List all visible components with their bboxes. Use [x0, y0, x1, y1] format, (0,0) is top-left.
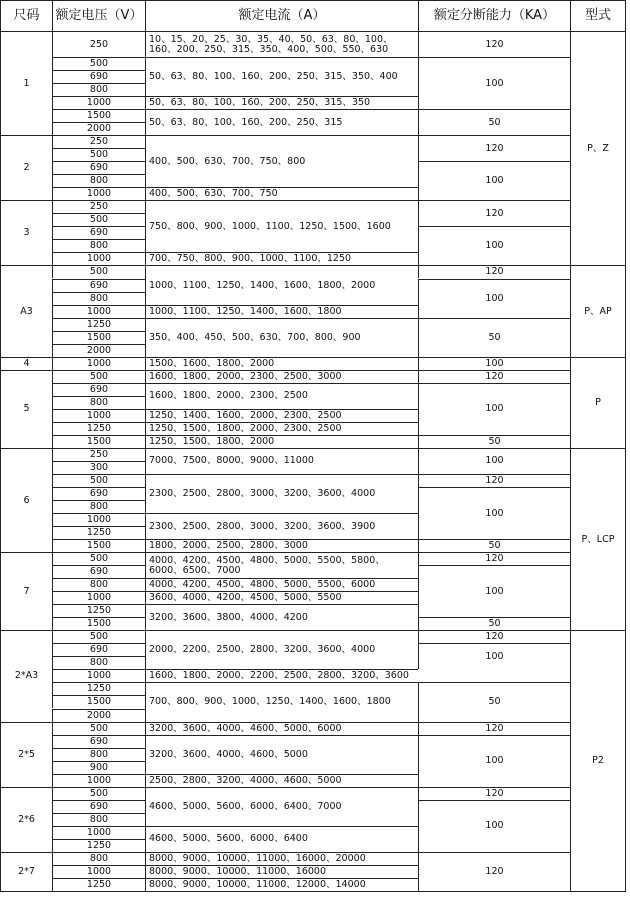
current-cell: 1250、1500、1800、2000、2300、2500 [145, 422, 418, 435]
capacity-cell: 120 [418, 722, 570, 735]
type-cell: P [570, 357, 625, 448]
type-cell: P2 [570, 630, 625, 891]
capacity-cell: 120 [418, 200, 570, 226]
voltage-cell: 800 [52, 748, 145, 761]
current-cell: 1600、1800、2000、2300、2500、3000 [145, 370, 418, 383]
current-cell: 700、750、800、900、1000、1100、1250 [145, 252, 418, 265]
voltage-cell: 1000 [52, 865, 145, 878]
voltage-cell: 1000 [52, 305, 145, 318]
voltage-cell: 1250 [52, 878, 145, 891]
current-cell: 2300、2500、2800、3000、3200、3600、4000 [145, 474, 418, 513]
size-cell: 2 [0, 135, 52, 200]
capacity-cell: 100 [418, 487, 570, 539]
voltage-cell: 1250 [52, 318, 145, 331]
size-cell: 2*7 [0, 852, 52, 891]
current-cell: 2300、2500、2800、3000、3200、3600、3900 [145, 513, 418, 539]
current-cell: 700、800、900、1000、1250、1400、1600、1800 [145, 682, 418, 721]
current-cell: 8000、9000、10000、11000、12000、14000 [145, 878, 418, 891]
voltage-cell: 690 [52, 735, 145, 748]
capacity-cell: 100 [418, 448, 570, 474]
voltage-cell: 690 [52, 161, 145, 174]
header-size: 尺码 [0, 0, 52, 31]
voltage-cell: 1500 [52, 617, 145, 630]
capacity-cell: 100 [418, 57, 570, 109]
voltage-cell: 1000 [52, 187, 145, 200]
voltage-cell: 1000 [52, 252, 145, 265]
voltage-cell: 1000 [52, 409, 145, 422]
current-cell: 4000、4200、4500、4800、5000、5500、6000 [145, 578, 418, 591]
size-cell: 3 [0, 200, 52, 265]
capacity-cell: 50 [418, 617, 570, 630]
current-cell: 1600、1800、2000、2200、2500、2800、3200、3600 [145, 669, 418, 682]
voltage-cell: 690 [52, 643, 145, 656]
voltage-cell: 1000 [52, 357, 145, 370]
current-cell: 10、15、20、25、30、35、40、50、63、80、100、160、200、250、315、350、400、500、550、630 [145, 31, 418, 57]
voltage-cell: 1500 [52, 331, 145, 344]
capacity-cell: 120 [418, 787, 570, 800]
capacity-cell: 120 [418, 474, 570, 487]
voltage-cell: 300 [52, 461, 145, 474]
voltage-cell: 1000 [52, 669, 145, 682]
voltage-cell: 1500 [52, 539, 145, 552]
voltage-cell: 1000 [52, 591, 145, 604]
current-cell: 2000、2200、2500、2800、3200、3600、4000 [145, 630, 418, 669]
voltage-cell: 1000 [52, 96, 145, 109]
current-cell: 4000、4200、4500、4800、5000、5500、5800、6000、6500、7000 [145, 552, 418, 578]
voltage-cell: 250 [52, 31, 145, 57]
voltage-cell: 800 [52, 396, 145, 409]
capacity-cell: 120 [418, 370, 570, 383]
size-cell: 2*A3 [0, 630, 52, 721]
voltage-cell: 690 [52, 487, 145, 500]
capacity-cell: 100 [418, 643, 570, 669]
current-cell: 1500、1600、1800、2000 [145, 357, 418, 370]
capacity-cell: 120 [418, 630, 570, 643]
current-cell: 4600、5000、5600、6000、6400、7000 [145, 787, 418, 826]
capacity-cell: 100 [418, 565, 570, 617]
voltage-cell: 1500 [52, 695, 145, 708]
capacity-cell: 100 [418, 735, 570, 787]
current-cell: 3200、3600、4000、4600、5000、6000 [145, 722, 418, 735]
voltage-cell: 800 [52, 578, 145, 591]
capacity-cell: 100 [418, 357, 570, 370]
voltage-cell: 800 [52, 174, 145, 187]
voltage-cell: 1500 [52, 435, 145, 448]
voltage-cell: 500 [52, 370, 145, 383]
current-cell: 400、500、630、700、750 [145, 187, 418, 200]
voltage-cell: 500 [52, 57, 145, 70]
voltage-cell: 2000 [52, 122, 145, 135]
voltage-cell: 2000 [52, 344, 145, 357]
voltage-cell: 800 [52, 239, 145, 252]
current-cell: 400、500、630、700、750、800 [145, 135, 418, 187]
capacity-cell: 50 [418, 435, 570, 448]
voltage-cell: 1250 [52, 422, 145, 435]
capacity-cell: 50 [418, 109, 570, 135]
voltage-cell: 2000 [52, 709, 145, 722]
current-cell: 2500、2800、3200、4000、4600、5000 [145, 774, 418, 787]
voltage-cell: 800 [52, 500, 145, 513]
current-cell: 1250、1400、1600、2000、2300、2500 [145, 409, 418, 422]
size-cell: 5 [0, 370, 52, 448]
size-cell: A3 [0, 265, 52, 356]
voltage-cell: 800 [52, 83, 145, 96]
voltage-cell: 1250 [52, 839, 145, 852]
capacity-cell: 120 [418, 31, 570, 57]
current-cell: 1000、1100、1250、1400、1600、1800 [145, 305, 418, 318]
voltage-cell: 500 [52, 787, 145, 800]
current-cell: 8000、9000、10000、11000、16000、20000 [145, 852, 418, 865]
size-cell: 7 [0, 552, 52, 630]
voltage-cell: 690 [52, 800, 145, 813]
voltage-cell: 1250 [52, 604, 145, 617]
capacity-cell: 100 [418, 161, 570, 200]
voltage-cell: 800 [52, 852, 145, 865]
voltage-cell: 1000 [52, 826, 145, 839]
size-cell: 1 [0, 31, 52, 135]
header-voltage: 额定电压（V） [52, 0, 145, 31]
table-border-bottom [0, 891, 626, 892]
voltage-cell: 250 [52, 448, 145, 461]
voltage-cell: 900 [52, 761, 145, 774]
size-cell: 6 [0, 448, 52, 552]
current-cell: 1600、1800、2000、2300、2500 [145, 383, 418, 409]
voltage-cell: 1250 [52, 682, 145, 695]
voltage-cell: 1500 [52, 109, 145, 122]
type-cell: P、Z [570, 31, 625, 265]
voltage-cell: 690 [52, 70, 145, 83]
current-cell: 3200、3600、4000、4600、5000 [145, 735, 418, 774]
voltage-cell: 800 [52, 656, 145, 669]
capacity-cell: 120 [418, 552, 570, 565]
current-cell: 50、63、80、100、160、200、250、315 [145, 109, 418, 135]
current-cell: 3600、4000、4200、4500、5000、5500 [145, 591, 418, 604]
current-cell: 4600、5000、5600、6000、6400 [145, 826, 418, 852]
voltage-cell: 500 [52, 474, 145, 487]
voltage-cell: 500 [52, 148, 145, 161]
voltage-cell: 500 [52, 265, 145, 278]
size-cell: 4 [0, 357, 52, 370]
current-cell: 1800、2000、2500、2800、3000 [145, 539, 418, 552]
voltage-cell: 1000 [52, 774, 145, 787]
voltage-cell: 500 [52, 722, 145, 735]
type-cell: P、AP [570, 265, 625, 356]
capacity-cell: 120 [418, 135, 570, 161]
header-capacity: 额定分断能力（KA） [418, 0, 570, 31]
current-cell: 350、400、450、500、630、700、800、900 [145, 318, 418, 357]
voltage-cell: 250 [52, 200, 145, 213]
voltage-cell: 690 [52, 279, 145, 292]
voltage-cell: 500 [52, 213, 145, 226]
voltage-cell: 1250 [52, 526, 145, 539]
current-cell: 50、63、80、100、160、200、250、315、350 [145, 96, 418, 109]
capacity-cell: 50 [418, 682, 570, 721]
voltage-cell: 800 [52, 292, 145, 305]
capacity-cell: 100 [418, 800, 570, 852]
header-current: 额定电流（A） [145, 0, 418, 31]
voltage-cell: 1000 [52, 513, 145, 526]
current-cell: 3200、3600、3800、4000、4200 [145, 604, 418, 630]
current-cell: 1000、1100、1250、1400、1600、1800、2000 [145, 265, 418, 304]
capacity-cell: 120 [418, 265, 570, 278]
capacity-cell: 100 [418, 279, 570, 318]
voltage-cell: 690 [52, 226, 145, 239]
current-cell: 1250、1500、1800、2000 [145, 435, 418, 448]
capacity-cell: 50 [418, 318, 570, 357]
capacity-cell: 100 [418, 383, 570, 435]
voltage-cell: 500 [52, 552, 145, 565]
voltage-cell: 250 [52, 135, 145, 148]
capacity-cell: 100 [418, 226, 570, 265]
header-type: 型式 [570, 0, 625, 31]
current-cell: 7000、7500、8000、9000、11000 [145, 448, 418, 474]
current-cell: 8000、9000、10000、11000、16000 [145, 865, 418, 878]
capacity-cell: 50 [418, 539, 570, 552]
size-cell: 2*5 [0, 722, 52, 787]
current-cell: 750、800、900、1000、1100、1250、1500、1600 [145, 200, 418, 252]
voltage-cell: 690 [52, 383, 145, 396]
type-cell: P、LCP [570, 448, 625, 630]
table-border-right [625, 0, 626, 891]
voltage-cell: 800 [52, 813, 145, 826]
current-cell: 50、63、80、100、160、200、250、315、350、400 [145, 57, 418, 96]
voltage-cell: 690 [52, 565, 145, 578]
size-cell: 2*6 [0, 787, 52, 852]
capacity-cell: 120 [418, 852, 570, 891]
voltage-cell: 500 [52, 630, 145, 643]
